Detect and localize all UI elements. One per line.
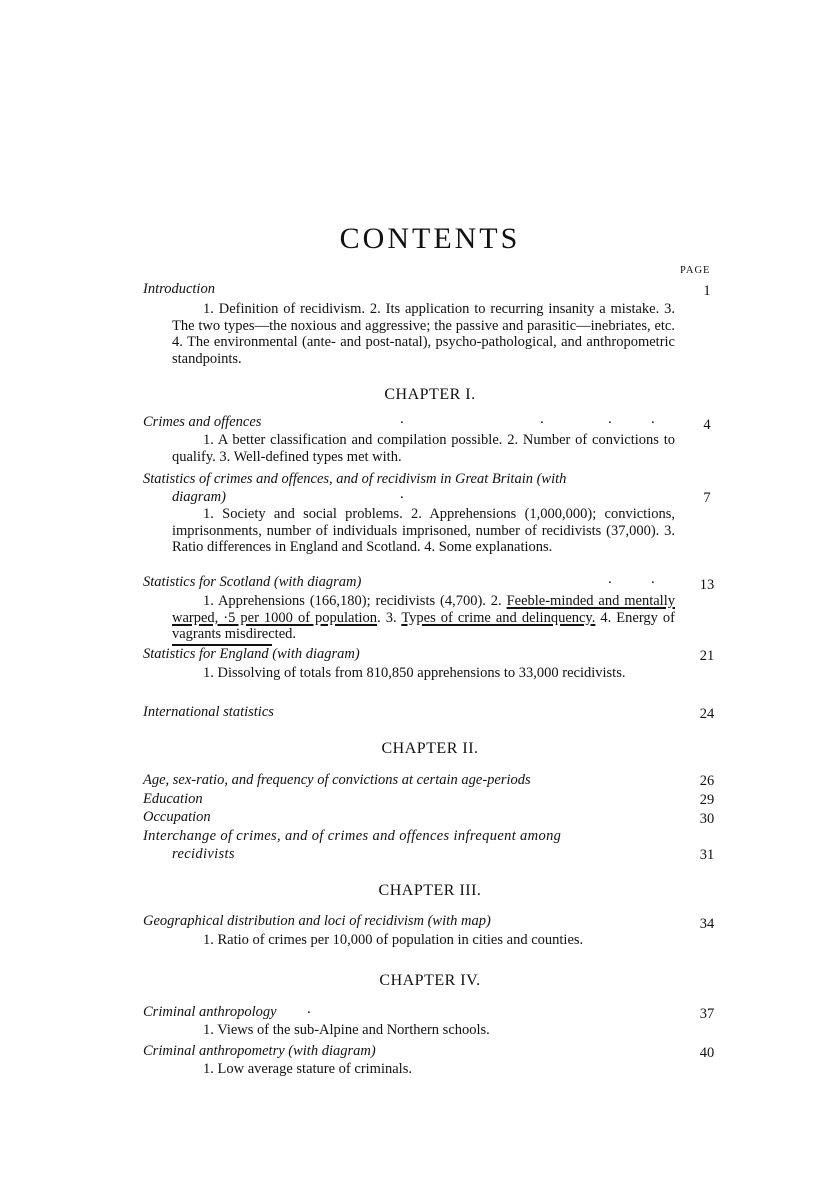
toc-entry-international-statistics: International statistics (143, 704, 274, 720)
entry-description: 1. A better classification and compilation possible. 2. Number of convictions to qualify. 3. Well-defined types met with. (172, 432, 675, 465)
entry-description: 1. Low average stature of criminals. (203, 1061, 412, 1077)
page-number: 1 (703, 283, 711, 299)
entry-title-line: diagram) (172, 489, 226, 505)
page-number: 24 (699, 706, 715, 722)
entry-description: 1. Views of the sub-Alpine and Northern schools. (203, 1022, 490, 1038)
entry-title-line: Interchange of crimes, and of crimes and offences infrequent among (143, 828, 562, 844)
toc-entry-statistics-england: Statistics for England (with diagram) (143, 646, 360, 662)
toc-entry-geographical-distribution: Geographical distribution and loci of recidivism (with map) (143, 913, 491, 929)
entry-title-line: recidivists (172, 846, 235, 862)
page-number: 13 (699, 577, 715, 593)
page-number: 4 (703, 417, 711, 433)
page-column-label: PAGE (680, 265, 711, 276)
page-number: 37 (699, 1006, 715, 1022)
underlined-passage: Types of crime and delinquency. (401, 609, 596, 626)
toc-entry-statistics-great-britain (143, 470, 673, 506)
page-number: 31 (699, 847, 715, 863)
leader-dot: . (400, 486, 404, 502)
toc-entry-statistics-scotland: Statistics for Scotland (with diagram) (143, 574, 362, 590)
toc-entry-introduction: Introduction (143, 281, 215, 297)
toc-entry-education: Education (143, 791, 203, 807)
chapter-heading: CHAPTER II. (381, 740, 479, 757)
page-number: 7 (703, 490, 711, 506)
page-number: 40 (699, 1045, 715, 1061)
entry-description: 1. Ratio of crimes per 10,000 of population in cities and counties. (203, 932, 584, 948)
leader-dot: . (540, 411, 544, 427)
chapter-heading: CHAPTER I. (384, 386, 476, 403)
entry-title-line: Statistics of crimes and offences, and of recidivism in Great Britain (with (143, 471, 567, 487)
leader-dot: . (400, 411, 404, 427)
leader-dot: . (651, 411, 655, 427)
chapter-heading: CHAPTER IV. (379, 972, 481, 989)
chapter-heading: CHAPTER III. (378, 882, 482, 899)
leader-dot: . (608, 411, 612, 427)
leader-dot: . (651, 571, 655, 587)
page-title: CONTENTS (339, 222, 521, 255)
page-number: 29 (699, 792, 715, 808)
entry-description: 1. Definition of recidivism. 2. Its application to recurring insanity a mistake. 3. The two types—the noxious and aggressive; the passive and parasitic—inebriates, etc. 4. The environmental (ante- and post-natal), psycho-pathological, and anthropometric standpoints. (172, 301, 675, 367)
toc-entry-crimes-and-offences: Crimes and offences (143, 414, 262, 430)
leader-dot: . (608, 571, 612, 587)
entry-description: 1. Apprehensions (166,180); recidivists (4,700). 2. Feeble-minded and mentally warped, ·5 per 1000 of population. 3. Types of crime and delinquency. 4. Energy of vagrants misdirected. (172, 593, 675, 643)
toc-entry-criminal-anthropometry: Criminal anthropometry (with diagram) (143, 1043, 376, 1059)
page-number: 26 (699, 773, 715, 789)
entry-description: 1. Dissolving of totals from 810,850 apprehensions to 33,000 recidivists. (203, 665, 626, 681)
toc-entry-interchange-of-crimes (143, 827, 673, 863)
page-number: 30 (699, 811, 715, 827)
underlined-passage: Feeble-minded and mentally warped, ·5 per 1000 of population (172, 593, 675, 626)
page-number: 34 (699, 916, 715, 932)
toc-entry-age-sex-ratio: Age, sex-ratio, and frequency of convictions at certain age-periods (143, 772, 531, 788)
toc-entry-criminal-anthropology: Criminal anthropology (143, 1004, 277, 1020)
toc-entry-occupation: Occupation (143, 809, 211, 825)
leader-dot: . (307, 1001, 311, 1017)
entry-description: 1. Society and social problems. 2. Apprehensions (1,000,000); convictions, imprisonments, number of individuals imprisoned, number of recidivists (37,000). 3. Ratio differences in England and Scotland. 4. Some explanations. (172, 506, 675, 556)
page-number: 21 (699, 648, 715, 664)
